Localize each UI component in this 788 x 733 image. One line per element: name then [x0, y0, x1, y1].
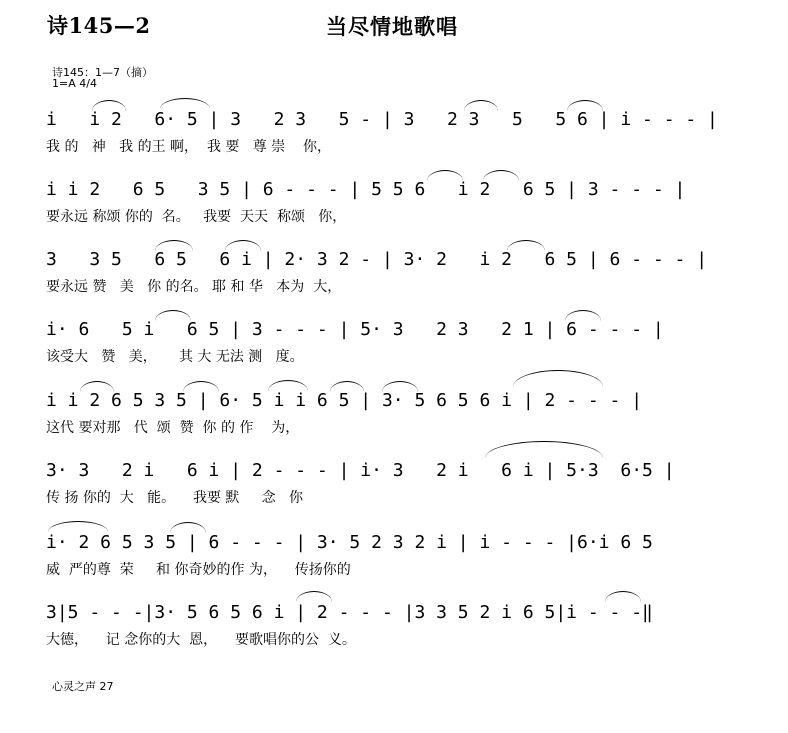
- row-lyrics-6: 传 扬 你的 大 能。 我要 默 念 你: [46, 490, 304, 506]
- row-lyrics-5: 这代 要对那 代 颂 赞 你 的 作 为，: [46, 420, 300, 436]
- slur-mark: [565, 310, 601, 321]
- slur-mark: [160, 98, 210, 109]
- key-signature: 1=A 4/4: [52, 77, 97, 90]
- slur-mark: [485, 441, 603, 458]
- slur-mark: [464, 100, 498, 111]
- row-notes-7: i· 2 6 5 3 5 | 6 - - - | 3· 5 2 3 2 i | i - - - |6·i 6 5: [46, 532, 653, 553]
- row-notes-5: i i 2 6 5 3 5 | 6· 5 i i 6 5 | 3· 5 6 5 6 i | 2 - - - |: [46, 390, 643, 411]
- slur-mark: [48, 521, 108, 532]
- slur-mark: [225, 240, 261, 251]
- slur-mark: [80, 381, 114, 392]
- slur-mark: [183, 381, 219, 392]
- slur-mark: [155, 240, 193, 251]
- scripture-reference: 诗145：1—7（摘）: [52, 66, 153, 79]
- slur-mark: [330, 381, 364, 392]
- slur-mark: [605, 591, 641, 602]
- row-lyrics-3: 要永远 赞 美 你 的名。 耶 和 华 本为 大，: [46, 279, 342, 295]
- row-notes-1: i i 2 6· 5 | 3 2 3 5 - | 3 2 3 5 5 6 | i - - - |: [46, 109, 718, 130]
- song-title: 当尽情地歌唱: [326, 15, 458, 39]
- footer-source: 心灵之声 27: [52, 680, 114, 693]
- row-lyrics-1: 我 的 神 我 的王 啊， 我 要 尊 崇 你，: [46, 139, 332, 155]
- row-lyrics-4: 该受大 赞 美， 其 大 无法 测 度。: [46, 349, 304, 365]
- row-lyrics-2: 要永远 称颂 你的 名。 我要 天天 称颂 你，: [46, 209, 347, 225]
- slur-mark: [296, 591, 332, 602]
- slur-mark: [382, 381, 418, 392]
- row-notes-8: 3|5 - - -|3· 5 6 5 6 i | 2 - - - |3 3 5 2 i 6 5|i - - -‖: [46, 602, 653, 623]
- row-notes-6: 3· 3 2 i 6 i | 2 - - - | i· 3 2 i 6 i | 5·3 6·5 |: [46, 460, 675, 481]
- slur-mark: [155, 310, 191, 321]
- slur-mark: [427, 170, 463, 181]
- slur-mark: [513, 370, 603, 387]
- slur-mark: [170, 522, 206, 533]
- row-lyrics-7: 威 严的尊 荣 和 你奇妙的作 为， 传扬你的: [46, 562, 351, 578]
- row-lyrics-8: 大德， 记 念你的大 恩， 要歌唱你的公 义。: [46, 632, 356, 648]
- slur-mark: [268, 380, 308, 391]
- slur-mark: [567, 100, 603, 111]
- slur-mark: [92, 100, 126, 111]
- slur-mark: [507, 240, 545, 251]
- row-notes-2: i i 2 6 5 3 5 | 6 - - - | 5 5 6 i 2 6 5 | 3 - - - |: [46, 179, 686, 200]
- row-notes-4: i· 6 5 i 6 5 | 3 - - - | 5· 3 2 3 2 1 | 6 - - - |: [46, 319, 664, 340]
- slur-mark: [483, 170, 519, 181]
- score-number: 诗145—2: [47, 13, 151, 38]
- row-notes-3: 3 3 5 6 5 6 i | 2· 3 2 - | 3· 2 i 2 6 5 | 6 - - - |: [46, 249, 708, 270]
